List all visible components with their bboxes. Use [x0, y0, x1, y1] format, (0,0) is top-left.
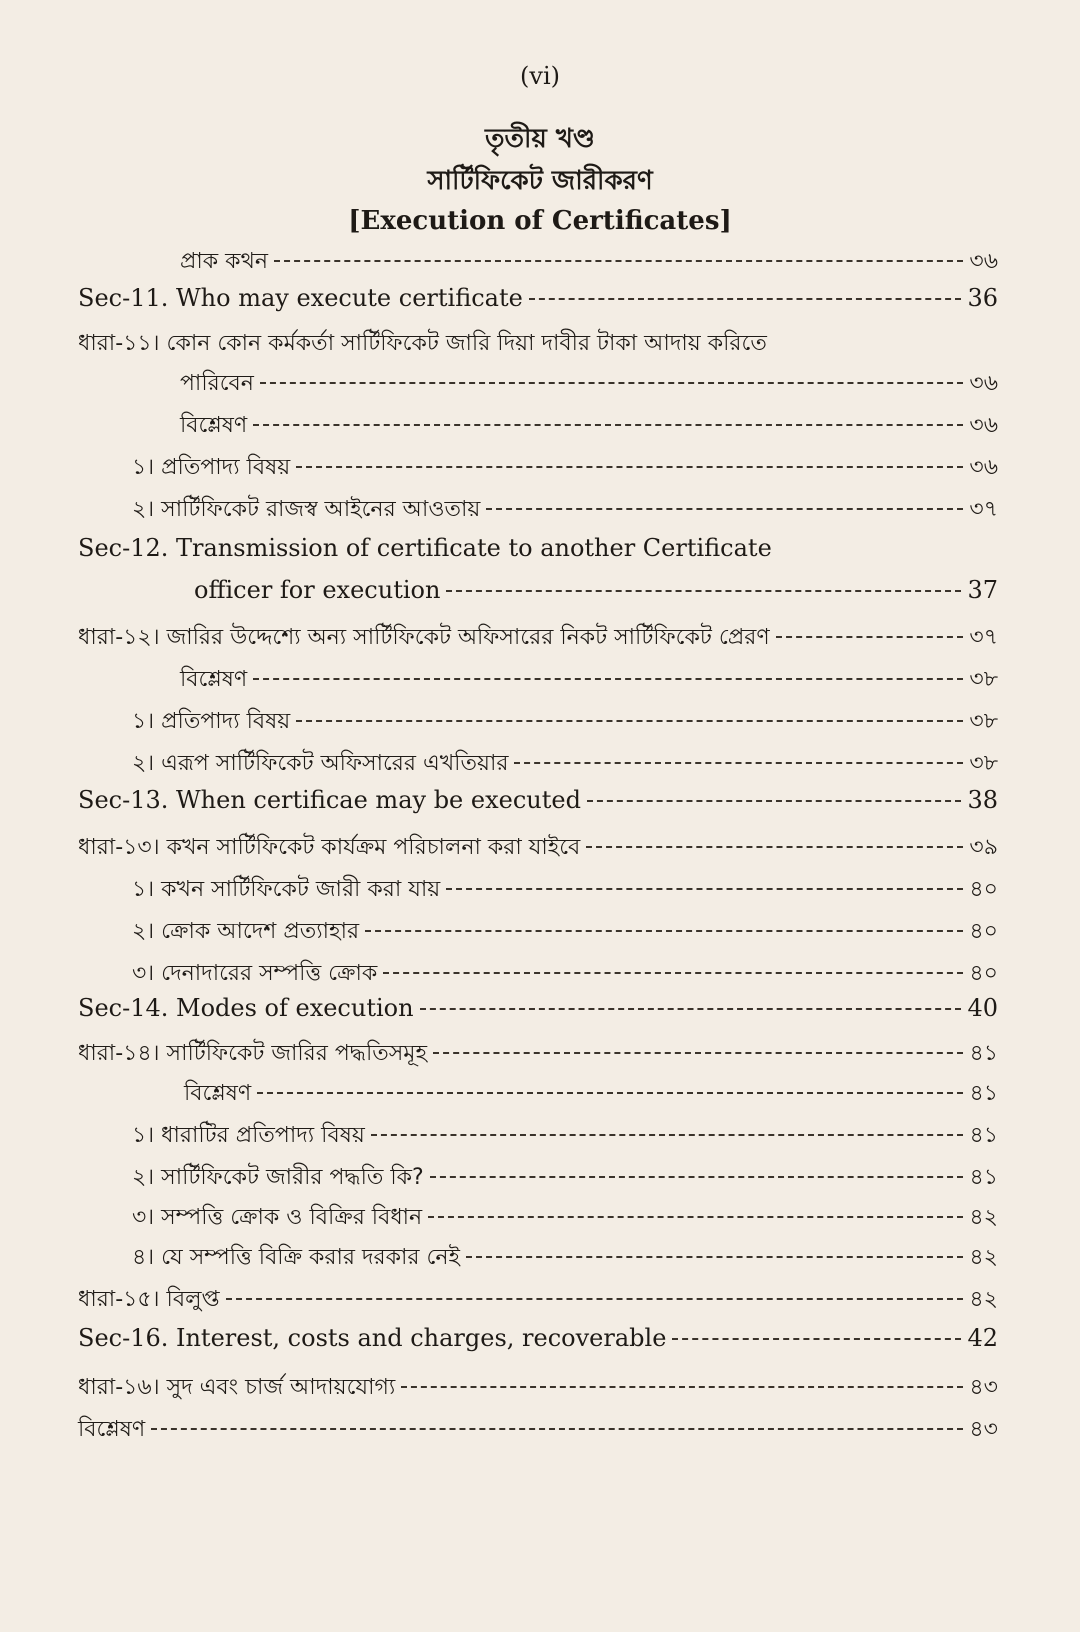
- toc-entry-label: ২। সার্টিফিকেট রাজস্ব আইনের আওতায়: [132, 497, 481, 522]
- toc-entry-analysis: [180, 662, 998, 699]
- toc-entry-label: Sec-14. Modes of execution: [78, 994, 414, 1022]
- toc-entry-label: বিশ্লেষণ: [78, 1417, 146, 1442]
- toc-entry-page: ৩৬: [969, 249, 998, 274]
- toc-entry-preface: [180, 244, 998, 281]
- toc-entry-sec-11: [78, 284, 998, 312]
- toc-entry-label: ১। ধারাটির প্রতিপাদ্য বিষয়: [132, 1123, 365, 1148]
- toc-entry-label: Sec-16. Interest, costs and charges, recoverable: [78, 1324, 667, 1352]
- toc-entry-label: ধারা-১৪। সার্টিফিকেট জারির পদ্ধতিসমূহ: [78, 1041, 428, 1066]
- toc-entry-page: ৩৮: [969, 751, 998, 776]
- dotted-leader: [428, 1216, 963, 1218]
- dotted-leader: [586, 846, 963, 848]
- toc-entry-page: ৪২: [969, 1205, 998, 1230]
- toc-entry-sec-16: [78, 1324, 998, 1352]
- toc-entry-label: প্রাক কথন: [180, 249, 268, 274]
- part-title: তৃতীয় খণ্ড: [485, 124, 595, 154]
- toc-entry-sec-14: [78, 994, 998, 1022]
- toc-entry-label: ১। কখন সার্টিফিকেট জারী করা যায়: [132, 877, 441, 902]
- toc-entry-subject: [132, 704, 998, 741]
- dotted-leader: [446, 590, 961, 592]
- toc-entry-page: ৩৭: [969, 497, 998, 522]
- toc-entry-analysis: [180, 408, 998, 445]
- toc-entry-label: বিশ্লেষণ: [180, 413, 248, 438]
- dotted-leader: [433, 1052, 963, 1054]
- toc-entry-sale-rules: [132, 1200, 998, 1237]
- toc-entry-label: officer for execution: [194, 576, 441, 604]
- dotted-leader: [151, 1428, 963, 1430]
- toc-entry-page: 37: [967, 576, 998, 604]
- toc-entry-page: ৩৭: [969, 625, 998, 650]
- toc-entry-page: ৪২: [969, 1287, 998, 1312]
- dotted-leader: [514, 762, 963, 764]
- dotted-leader: [529, 298, 962, 300]
- dotted-leader: [226, 1298, 964, 1300]
- toc-entry-label: Sec-12. Transmission of certificate to another Certificate: [78, 534, 772, 562]
- toc-entry-sec-12-cont: [194, 576, 998, 604]
- dotted-leader: [296, 466, 963, 468]
- dotted-leader: [365, 930, 963, 932]
- dotted-leader: [253, 678, 963, 680]
- section-subtitle: [Execution of Certificates]: [348, 206, 732, 236]
- dotted-leader: [587, 800, 962, 802]
- toc-entry-label: ধারা-১৩। কখন সার্টিফিকেট কার্যক্রম পরিচালনা করা যাইবে: [78, 835, 581, 860]
- toc-entry-page: ৪০: [969, 919, 998, 944]
- dotted-leader: [486, 508, 963, 510]
- toc-entry-subject: [132, 450, 998, 487]
- dotted-leader: [296, 720, 963, 722]
- dotted-leader: [260, 382, 963, 384]
- toc-entry-page: ৪০: [969, 961, 998, 986]
- toc-entry-label: Sec-13. When certificae may be executed: [78, 786, 581, 814]
- toc-entry-dhara-15: [78, 1282, 998, 1319]
- dotted-leader: [371, 1134, 964, 1136]
- section-title: সার্টিফিকেট জারীকরণ: [427, 166, 653, 196]
- dotted-leader: [383, 972, 963, 974]
- toc-entry-label: ৩। সম্পত্তি ক্রোক ও বিক্রির বিধান: [132, 1205, 423, 1230]
- toc-entry-label: ১। প্রতিপাদ্য বিষয়: [132, 455, 291, 480]
- toc-entry-page: ৩৮: [969, 667, 998, 692]
- dotted-leader: [274, 260, 963, 262]
- dotted-leader: [430, 1176, 964, 1178]
- toc-entry-label: বিশ্লেষণ: [180, 667, 248, 692]
- dotted-leader: [401, 1386, 963, 1388]
- page-number: (vi): [520, 62, 560, 90]
- toc-entry-page: ৪১: [969, 1123, 998, 1148]
- dotted-leader: [466, 1256, 963, 1258]
- toc-entry-withdrawal: [132, 914, 998, 951]
- toc-entry-method: [132, 1160, 998, 1197]
- toc-entry-label: ধারা-১৫। বিলুপ্ত: [78, 1287, 220, 1312]
- toc-entry-attachment: [132, 956, 998, 993]
- toc-entry-page: ৩৮: [969, 709, 998, 734]
- toc-entry-page: ৪৩: [969, 1375, 998, 1400]
- toc-entry-label: ২। ক্রোক আদেশ প্রত্যাহার: [132, 919, 360, 944]
- toc-entry-label: ধারা-১২। জারির উদ্দেশ্যে অন্য সার্টিফিকেট অফিসারের নিকট সার্টিফিকেট প্রেরণ: [78, 625, 770, 650]
- toc-entry-label: ২। সার্টিফিকেট জারীর পদ্ধতি কি?: [132, 1165, 424, 1190]
- toc-entry-page: ৪১: [969, 1081, 998, 1106]
- dotted-leader: [420, 1008, 962, 1010]
- toc-entry-dhara-11-cont: [180, 366, 998, 403]
- toc-entry-page: ৪২: [969, 1245, 998, 1270]
- toc-entry-label: Sec-11. Who may execute certificate: [78, 284, 523, 312]
- toc-entry-page: ৩৬: [969, 455, 998, 480]
- toc-entry-page: ৩৬: [969, 413, 998, 438]
- toc-entry-dhara-16: [78, 1370, 998, 1407]
- toc-entry-label: ২। এরূপ সার্টিফিকেট অফিসারের এখতিয়ার: [132, 751, 509, 776]
- toc-entry-page: ৪১: [969, 1041, 998, 1066]
- toc-entry-page: ৪৩: [969, 1417, 998, 1442]
- toc-entry-dhara-13: [78, 830, 998, 867]
- toc-entry-page: 36: [967, 284, 998, 312]
- toc-entry-analysis: [184, 1076, 998, 1113]
- toc-entry-no-sale: [132, 1240, 998, 1277]
- toc-entry-subject: [132, 1118, 998, 1155]
- toc-entry-page: ৪০: [969, 877, 998, 902]
- toc-entry-label: ৩। দেনাদারের সম্পত্তি ক্রোক: [132, 961, 378, 986]
- toc-entry-jurisdiction: [132, 746, 998, 783]
- toc-entry-page: 42: [967, 1324, 998, 1352]
- dotted-leader: [446, 888, 963, 890]
- toc-entry-page: 38: [967, 786, 998, 814]
- dotted-leader: [672, 1338, 961, 1340]
- toc-entry-label: ১। প্রতিপাদ্য বিষয়: [132, 709, 291, 734]
- toc-entry-label: বিশ্লেষণ: [184, 1081, 252, 1106]
- dotted-leader: [776, 636, 964, 638]
- toc-entry-dhara-12: [78, 620, 998, 657]
- toc-entry-dhara-14: [78, 1036, 998, 1073]
- toc-entry-when-executed: [132, 872, 998, 909]
- dotted-leader: [253, 424, 963, 426]
- toc-entry-label: ৪। যে সম্পত্তি বিক্রি করার দরকার নেই: [132, 1245, 460, 1270]
- toc-entry-label: ধারা-১৬। সুদ এবং চার্জ আদায়যোগ্য: [78, 1375, 396, 1400]
- toc-entry-page: ৪১: [969, 1165, 998, 1190]
- toc-entry-label: পারিবেন: [180, 371, 254, 396]
- toc-entry-page: ৩৬: [969, 371, 998, 396]
- toc-entry-dhara-11: [78, 326, 767, 363]
- toc-entry-sec-12: [78, 534, 772, 562]
- toc-entry-label: ধারা-১১। কোন কোন কর্মকর্তা সার্টিফিকেট জারি দিয়া দাবীর টাকা আদায় করিতে: [78, 331, 767, 356]
- toc-entry-page: ৩৯: [969, 835, 998, 860]
- toc-entry-analysis: [78, 1412, 998, 1449]
- dotted-leader: [257, 1092, 963, 1094]
- toc-entry-page: 40: [967, 994, 998, 1022]
- toc-entry-revenue-law: [132, 492, 998, 529]
- toc-entry-sec-13: [78, 786, 998, 814]
